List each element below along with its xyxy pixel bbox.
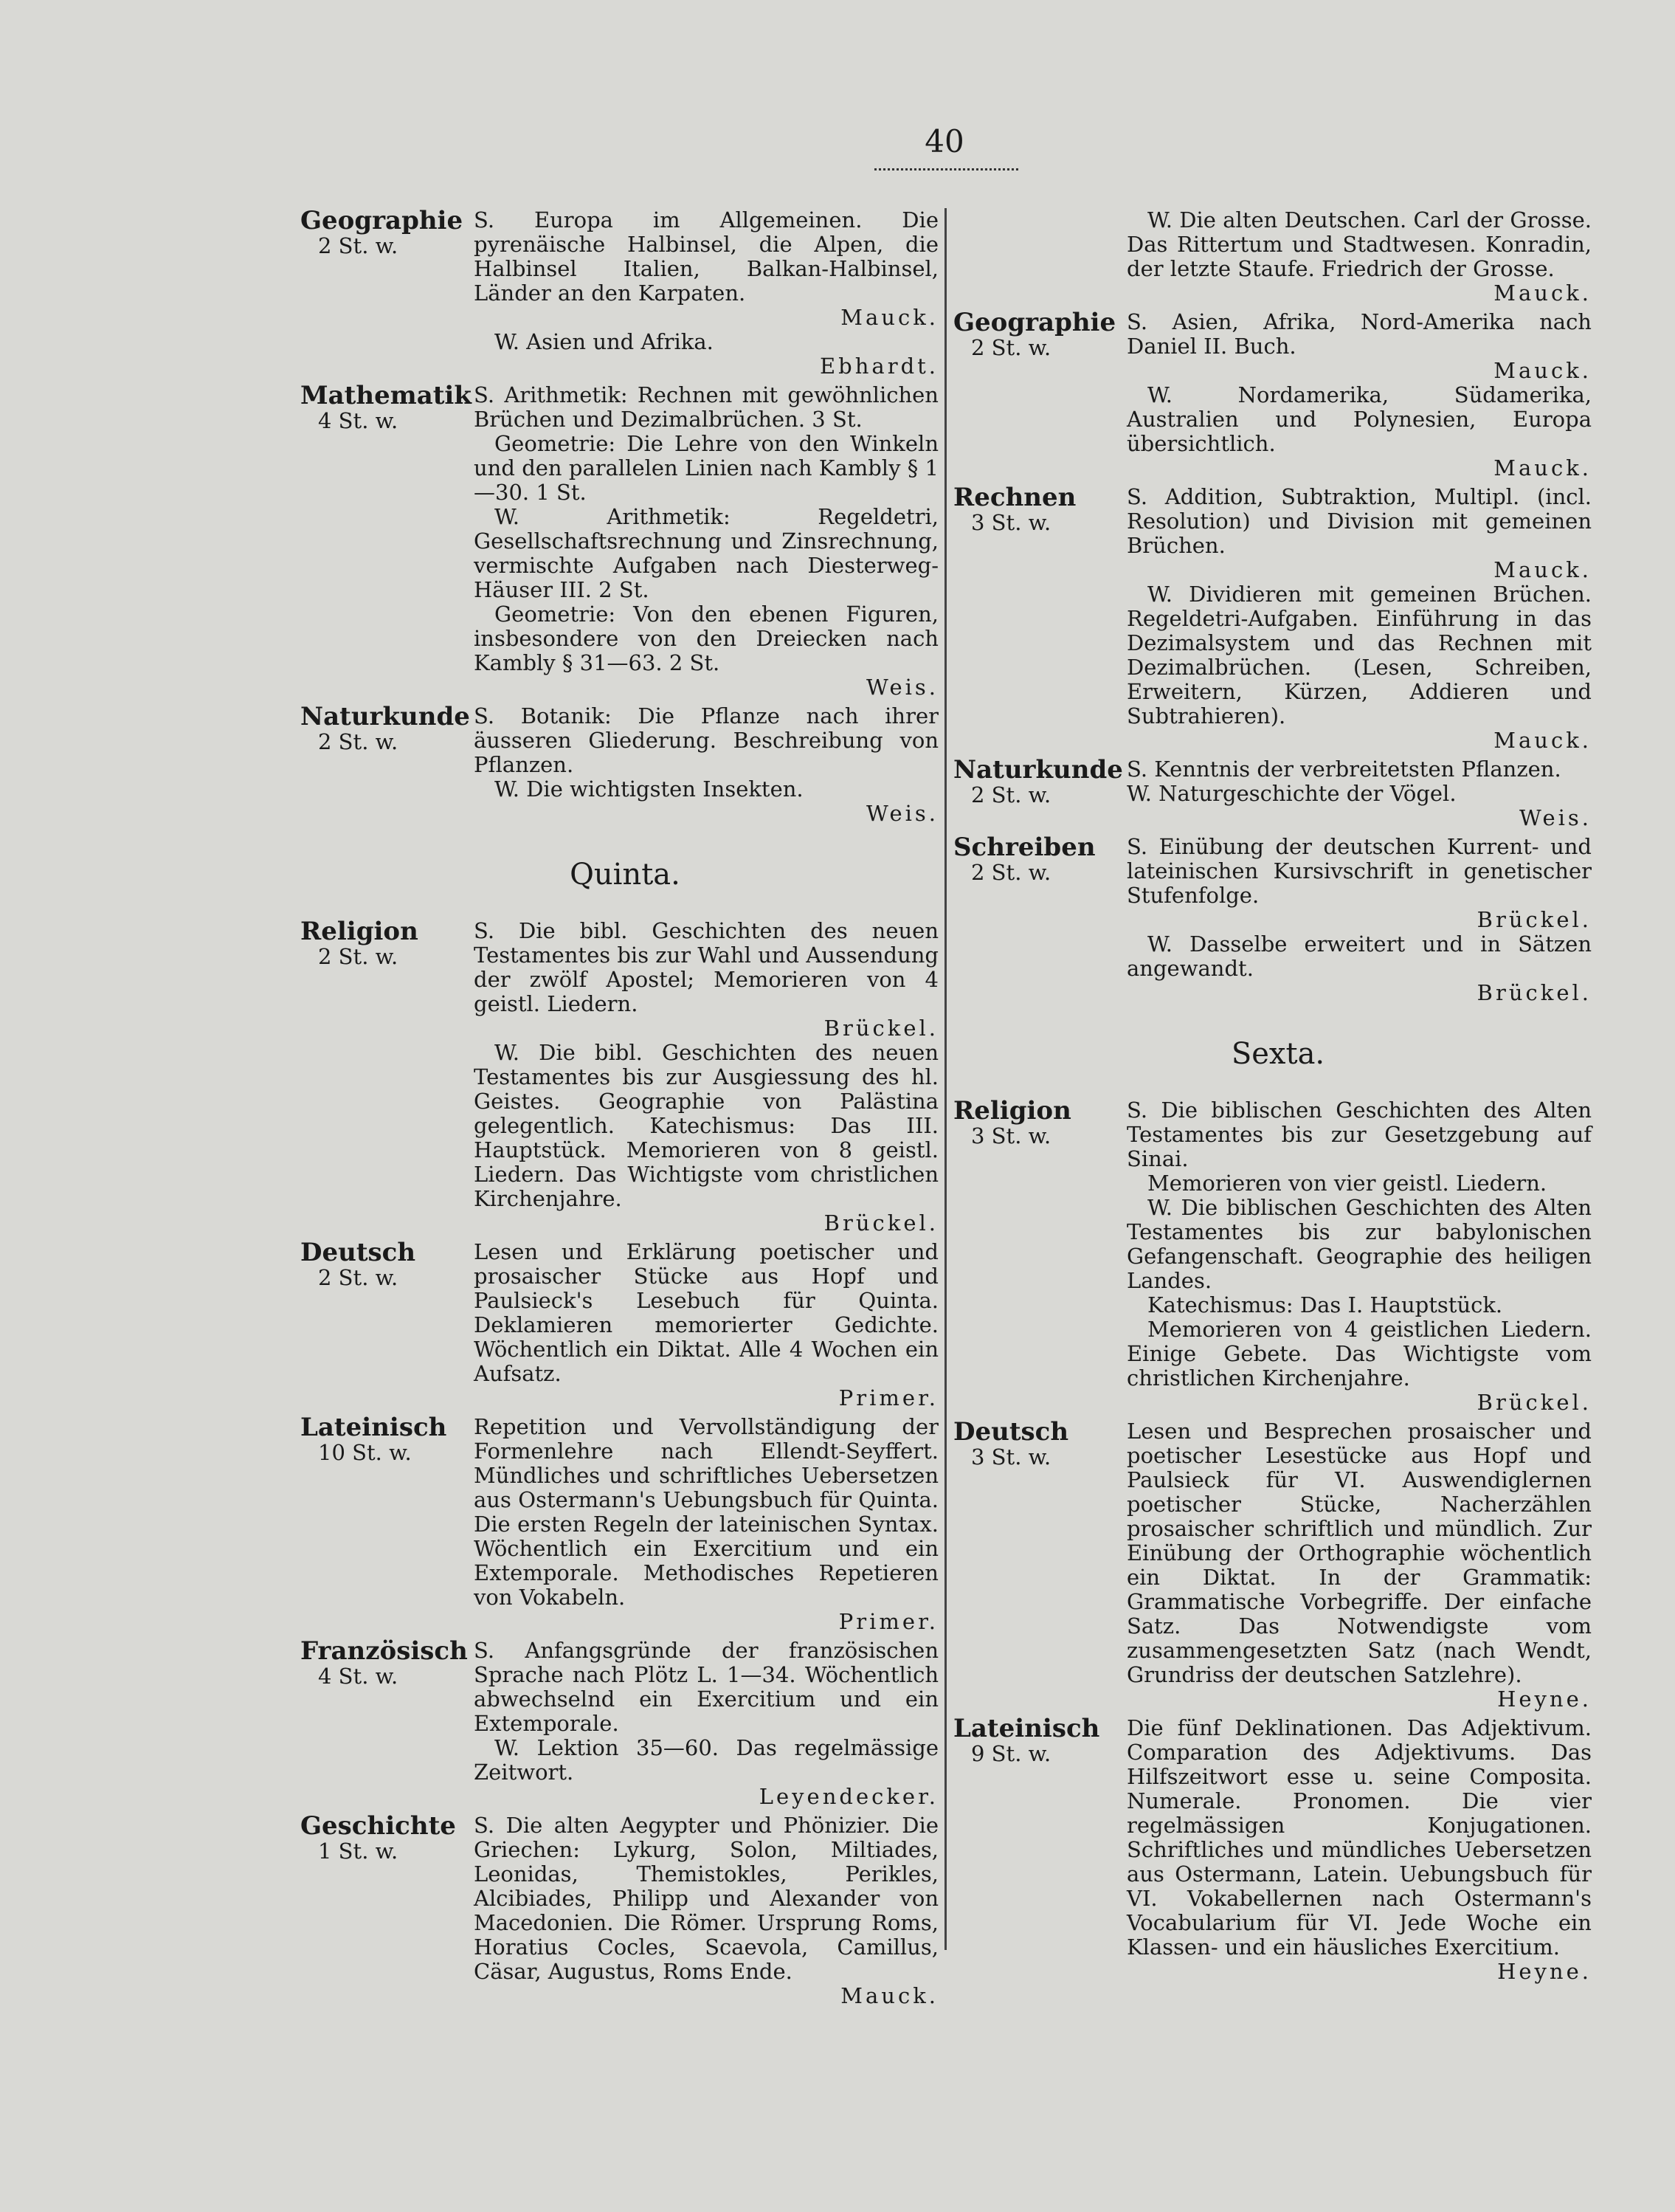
- syllabus-text: S. Anfangsgründe der französischen Sprache nach Plötz L. 1—34. Wöchentlich abwechselnd ein Exercitium und ein Extemporale.: [474, 1638, 939, 1736]
- syllabus-text: Lesen und Besprechen prosaischer und poetischer Lesestücke aus Hopf und Paulsieck für VI. Auswendiglernen poetischer Stücke, Nacherzählen prosaischer schriftlich und mündlich. Zur Einübung der Orthographie wöchentlich ein Diktat. In der Grammatik: Grammatische Vorbegriffe. Der einfache Satz. Das Notwendigste vom zusammengesetzten Satz (nach Wendt, Grundriss der deutschen Satzlehre).: [1127, 1419, 1592, 1687]
- syllabus-text: W. Die wichtigsten Insekten.: [494, 776, 804, 802]
- syllabus-content: [1127, 1716, 1592, 1984]
- teacher-name: Primer.: [838, 1385, 939, 1410]
- teacher-name: Weis.: [866, 801, 939, 826]
- subject-label: [300, 919, 474, 1236]
- syllabus-content: [474, 704, 939, 826]
- syllabus-content: [1127, 1419, 1592, 1712]
- subject-name: Geographie: [300, 206, 463, 235]
- syllabus-content: [1127, 757, 1592, 830]
- teacher-name: Brückel.: [1477, 907, 1592, 932]
- weekly-hours: 1 St. w.: [318, 1839, 398, 1864]
- subject-name: Schreiben: [953, 833, 1096, 862]
- subject-section: [300, 381, 946, 700]
- subject-name: Religion: [953, 1096, 1071, 1126]
- weekly-hours: 4 St. w.: [318, 408, 398, 433]
- subject-label: [953, 208, 1127, 306]
- syllabus-paragraph: [1127, 835, 1592, 932]
- syllabus-text: Memorieren von 4 geistlichen Liedern. Einige Gebete. Das Wichtigste vom christlichen Kirchenjahre.: [1127, 1317, 1592, 1391]
- subject-name: Lateinisch: [300, 1413, 447, 1442]
- syllabus-text: W. Naturgeschichte der Vögel.: [1127, 781, 1457, 806]
- subject-name: Lateinisch: [953, 1714, 1100, 1743]
- weekly-hours: 2 St. w.: [318, 233, 398, 258]
- subject-section: [957, 208, 1599, 306]
- syllabus-paragraph: [1127, 782, 1592, 830]
- teacher-name: Primer.: [838, 1609, 939, 1634]
- syllabus-paragraph: [1127, 310, 1592, 383]
- syllabus-content: [474, 1639, 939, 1809]
- subject-section: [300, 1636, 946, 1809]
- syllabus-text: W. Dasselbe erweitert und in Sätzen angewandt.: [1127, 931, 1592, 981]
- syllabus-paragraph: [474, 208, 939, 330]
- subject-label: [953, 1098, 1127, 1415]
- syllabus-text: S. Kenntnis der verbreitetsten Pflanzen.: [1127, 757, 1561, 782]
- syllabus-text: W. Arithmetik: Regeldetri, Gesellschaftsrechnung und Zinsrechnung, vermischte Aufgaben nach Diesterweg-Häuser III. 2 St.: [474, 504, 939, 602]
- syllabus-content: [474, 1813, 939, 2008]
- page-number: 40: [925, 123, 964, 159]
- syllabus-paragraph: [474, 1736, 939, 1809]
- teacher-name: Weis.: [1519, 805, 1592, 830]
- syllabus-text: S. Arithmetik: Rechnen mit gewöhnlichen Brüchen und Dezimalbrüchen. 3 St.: [474, 382, 939, 432]
- subject-section: [300, 1811, 946, 2008]
- subject-name: Naturkunde: [300, 702, 470, 731]
- syllabus-text: W. Die alten Deutschen. Carl der Grosse. Das Rittertum und Stadtwesen. Konradin, der letzte Staufe. Friedrich der Grosse.: [1127, 207, 1592, 281]
- teacher-name: Heyne.: [1497, 1686, 1592, 1712]
- subject-section: [953, 833, 1599, 1005]
- class-heading: Quinta.: [570, 858, 680, 892]
- subject-label: [300, 1636, 474, 1809]
- syllabus-text: Geometrie: Die Lehre von den Winkeln und den parallelen Linien nach Kambly § 1—30. 1 St.: [474, 431, 939, 505]
- subject-section: [300, 1238, 946, 1410]
- syllabus-paragraph: [1127, 1419, 1592, 1712]
- subject-name: Mathematik: [300, 381, 472, 410]
- syllabus-content: [474, 383, 939, 700]
- syllabus-text: S. Botanik: Die Pflanze nach ihrer äusseren Gliederung. Beschreibung von Pflanzen.: [474, 703, 939, 777]
- syllabus-paragraph: [1127, 757, 1592, 782]
- subject-name: Geographie: [953, 308, 1116, 337]
- subject-name: Deutsch: [300, 1238, 416, 1267]
- subject-name: Deutsch: [953, 1417, 1069, 1447]
- subject-label: [953, 310, 1127, 480]
- syllabus-content: [1127, 485, 1592, 753]
- teacher-name: Heyne.: [1497, 1959, 1592, 1984]
- subject-section: [953, 1096, 1599, 1415]
- subject-section: [953, 755, 1599, 830]
- syllabus-paragraph: [1127, 383, 1592, 480]
- teacher-name: Ebhardt.: [820, 354, 939, 379]
- syllabus-content: [474, 919, 939, 1236]
- subject-name: Französisch: [300, 1636, 468, 1666]
- weekly-hours: 2 St. w.: [971, 860, 1051, 885]
- syllabus-paragraph: [1127, 1317, 1592, 1415]
- teacher-name: Leyendecker.: [759, 1784, 939, 1809]
- subject-section: [300, 206, 946, 379]
- weekly-hours: 10 St. w.: [318, 1440, 412, 1465]
- syllabus-text: S. Einübung der deutschen Kurrent- und lateinischen Kursivschrift in genetischer Stufenfolge.: [1127, 834, 1592, 908]
- weekly-hours: 3 St. w.: [971, 1444, 1051, 1470]
- syllabus-paragraph: [474, 432, 939, 505]
- syllabus-text: Lesen und Erklärung poetischer und prosaischer Stücke aus Hopf und Paulsieck's Lesebuch für Quinta. Deklamieren memorierter Gedichte. Wöchentlich ein Diktat. Alle 4 Wochen ein Aufsatz.: [474, 1239, 939, 1386]
- syllabus-paragraph: [1127, 932, 1592, 1005]
- subject-name: Geschichte: [300, 1811, 456, 1841]
- syllabus-paragraph: [474, 1415, 939, 1634]
- teacher-name: Mauck.: [1493, 280, 1592, 306]
- syllabus-text: Repetition und Vervollständigung der Formenlehre nach Ellendt-Seyffert. Mündliches und schriftliches Uebersetzen aus Ostermann's Uebungsbuch für Quinta. Die ersten Regeln der lateinischen Syntax. Wöchentlich ein Exercitium und ein Extemporale. Methodisches Repetieren von Vokabeln.: [474, 1414, 939, 1610]
- syllabus-content: [1127, 1098, 1592, 1415]
- syllabus-paragraph: [1127, 582, 1592, 753]
- subject-section: [300, 702, 946, 826]
- syllabus-paragraph: [474, 1041, 939, 1236]
- syllabus-text: Die fünf Deklinationen. Das Adjektivum. Comparation des Adjektivums. Das Hilfszeitwort esse u. seine Composita. Numerale. Pronomen. Die vier regelmässigen Konjugationen. Schriftliches und mündliches Uebersetzen aus Ostermann, Latein. Uebungsbuch für VI. Vokabellernen nach Ostermann's Vocabularium für VI. Jede Woche ein Klassen- und ein häusliches Exercitium.: [1127, 1715, 1592, 1960]
- syllabus-text: S. Die biblischen Geschichten des Alten Testamentes bis zur Gesetzgebung auf Sinai.: [1127, 1098, 1592, 1171]
- syllabus-paragraph: [474, 1813, 939, 2008]
- syllabus-paragraph: [1127, 1716, 1592, 1984]
- syllabus-text: Geometrie: Von den ebenen Figuren, insbesondere von den Dreiecken nach Kambly § 31—63. 2 St.: [474, 602, 939, 675]
- syllabus-text: W. Die biblischen Geschichten des Alten Testamentes bis zur babylonischen Gefangenschaft. Geographie des heiligen Landes.: [1127, 1195, 1592, 1293]
- subject-label: [953, 1419, 1127, 1712]
- subject-name: Rechnen: [953, 483, 1077, 512]
- weekly-hours: 9 St. w.: [971, 1741, 1051, 1766]
- syllabus-paragraph: [1127, 1293, 1592, 1317]
- syllabus-content: [474, 1240, 939, 1410]
- syllabus-content: [1127, 835, 1592, 1005]
- teacher-name: Brückel.: [1477, 980, 1592, 1005]
- subject-section: [953, 483, 1599, 753]
- syllabus-content: [1127, 310, 1592, 480]
- weekly-hours: 2 St. w.: [318, 944, 398, 969]
- syllabus-paragraph: [474, 383, 939, 432]
- syllabus-text: W. Nordamerika, Südamerika, Australien und Polynesien, Europa übersichtlich.: [1127, 382, 1592, 456]
- subject-label: [953, 1716, 1127, 1984]
- weekly-hours: 2 St. w.: [318, 1265, 398, 1290]
- subject-section: [300, 917, 946, 1236]
- syllabus-paragraph: [474, 602, 939, 700]
- syllabus-text: W. Die bibl. Geschichten des neuen Testamentes bis zur Ausgiessung des hl. Geistes. Geographie von Palästina gelegentlich. Katechismus: Das III. Hauptstück. Memorieren von 8 geistl. Liedern. Das Wichtigste vom christlichen Kirchenjahre.: [474, 1040, 939, 1211]
- teacher-name: Weis.: [866, 675, 939, 700]
- syllabus-paragraph: [474, 777, 939, 826]
- subject-label: [953, 485, 1127, 753]
- subject-section: [953, 1714, 1599, 1984]
- page-number-rule: [874, 164, 1018, 170]
- subject-label: [953, 757, 1127, 830]
- subject-label: [300, 208, 474, 379]
- right-column: [953, 207, 1599, 1988]
- teacher-name: Mauck.: [840, 1983, 939, 2008]
- syllabus-text: S. Die bibl. Geschichten des neuen Testamentes bis zur Wahl und Aussendung der zwölf Apostel; Memorieren von 4 geistl. Liedern.: [474, 918, 939, 1016]
- teacher-name: Mauck.: [1493, 728, 1592, 753]
- weekly-hours: 2 St. w.: [971, 782, 1051, 807]
- left-column: [300, 206, 946, 2013]
- subject-name: Religion: [300, 917, 418, 946]
- syllabus-paragraph: [474, 704, 939, 777]
- syllabus-content: [474, 208, 939, 379]
- syllabus-text: S. Addition, Subtraktion, Multipl. (incl. Resolution) und Division mit gemeinen Brüchen.: [1127, 484, 1592, 558]
- subject-label: [300, 1240, 474, 1410]
- subject-section: [953, 1417, 1599, 1712]
- syllabus-text: S. Die alten Aegypter und Phönizier. Die Griechen: Lykurg, Solon, Miltiades, Leonidas, Themistokles, Perikles, Alcibiades, Philipp und Alexander von Macedonien. Die Römer. Ursprung Roms, Horatius Cocles, Scaevola, Camillus, Cäsar, Augustus, Roms Ende.: [474, 1813, 939, 1984]
- syllabus-content: [1127, 208, 1592, 306]
- syllabus-text: S. Asien, Afrika, Nord-Amerika nach Daniel II. Buch.: [1127, 309, 1592, 359]
- syllabus-text: W. Asien und Afrika.: [494, 329, 714, 354]
- weekly-hours: 2 St. w.: [971, 335, 1051, 360]
- subject-label: [300, 383, 474, 700]
- teacher-name: Mauck.: [840, 305, 939, 330]
- teacher-name: Mauck.: [1493, 557, 1592, 582]
- syllabus-text: Katechismus: Das I. Hauptstück.: [1147, 1292, 1503, 1317]
- syllabus-paragraph: [1127, 1196, 1592, 1293]
- syllabus-paragraph: [1127, 485, 1592, 582]
- subject-label: [300, 704, 474, 826]
- teacher-name: Brückel.: [823, 1210, 939, 1236]
- syllabus-paragraph: [474, 505, 939, 602]
- syllabus-text: W. Dividieren mit gemeinen Brüchen. Regeldetri-Aufgaben. Einführung in das Dezimalsystem und das Rechnen mit Dezimalbrüchen. (Lesen, Schreiben, Erweitern, Kürzen, Addieren und Subtrahieren).: [1127, 582, 1592, 728]
- teacher-name: Mauck.: [1493, 358, 1592, 383]
- syllabus-paragraph: [474, 1240, 939, 1410]
- subject-label: [953, 835, 1127, 1005]
- syllabus-content: [474, 1415, 939, 1634]
- syllabus-paragraph: [474, 1639, 939, 1736]
- subject-name: Naturkunde: [953, 755, 1123, 785]
- syllabus-paragraph: [1127, 1098, 1592, 1171]
- subject-section: [300, 1413, 946, 1634]
- syllabus-text: Memorieren von vier geistl. Liedern.: [1147, 1171, 1547, 1196]
- subject-label: [300, 1415, 474, 1634]
- subject-label: [300, 1813, 474, 2008]
- weekly-hours: 2 St. w.: [318, 729, 398, 754]
- teacher-name: Brückel.: [823, 1016, 939, 1041]
- syllabus-paragraph: [474, 919, 939, 1041]
- syllabus-paragraph: [1127, 1171, 1592, 1196]
- class-heading: Sexta.: [1231, 1037, 1325, 1071]
- subject-section: [953, 308, 1599, 480]
- syllabus-paragraph: [474, 330, 939, 379]
- syllabus-text: W. Lektion 35—60. Das regelmässige Zeitwort.: [474, 1735, 939, 1785]
- weekly-hours: 4 St. w.: [318, 1664, 398, 1689]
- teacher-name: Mauck.: [1493, 455, 1592, 480]
- weekly-hours: 3 St. w.: [971, 510, 1051, 535]
- syllabus-paragraph: [1127, 208, 1592, 306]
- syllabus-text: S. Europa im Allgemeinen. Die pyrenäische Halbinsel, die Alpen, die Halbinsel Italien, Balkan-Halbinsel, Länder an den Karpaten.: [474, 207, 939, 306]
- weekly-hours: 3 St. w.: [971, 1123, 1051, 1148]
- teacher-name: Brückel.: [1477, 1390, 1592, 1415]
